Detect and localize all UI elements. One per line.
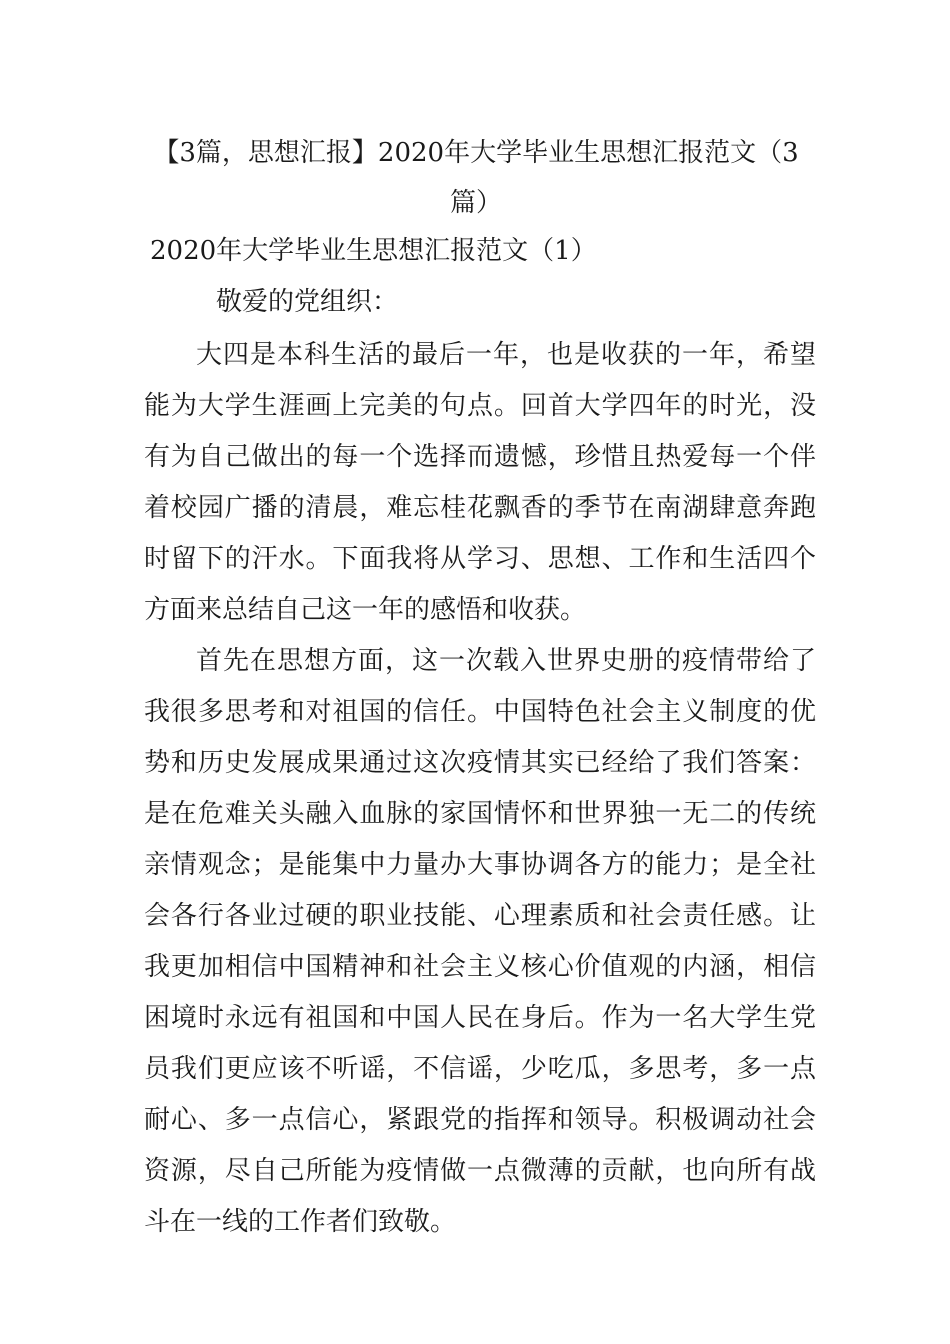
document-title: 【3篇，思想汇报】2020年大学毕业生思想汇报范文（3篇） [153, 138, 799, 218]
document-body [144, 330, 816, 1248]
paragraph: 首先在思想方面，这一次载入世界史册的疫情带给了我很多思考和对祖国的信任。中国特色社会主义制度的优势和历史发展成果通过这次疫情其实已经给了我们答案：是在危难关头融入血脉的家国情怀和世界独一无二的传统亲情观念；是能集中力量办大事协调各方的能力；是全社会各行各业过硬的职业技能、心理素质和社会责任感。让我更加相信中国精神和社会主义核心价值观的内涵，相信困境时永远有祖国和中国人民在身后。作为一名大学生党员我们更应该不听谣，不信谣，少吃瓜，多思考，多一点耐心、多一点信心，紧跟党的指挥和领导。积极调动社会资源，尽自己所能为疫情做一点微薄的贡献，也向所有战斗在一线的工作者们致敬。 [144, 646, 816, 1237]
paragraph: 大四是本科生活的最后一年，也是收获的一年，希望能为大学生涯画上完美的句点。回首大学四年的时光，没有为自己做出的每一个选择而遗憾，珍惜且热爱每一个伴着校园广播的清晨，难忘桂花飘香的季节在南湖肆意奔跑时留下的汗水。下面我将从学习、思想、工作和生活四个方面来总结自己这一年的感悟和收获。 [144, 340, 816, 625]
salutation: 敬爱的党组织： [216, 287, 399, 317]
document-subtitle: 2020年大学毕业生思想汇报范文（1） [150, 236, 597, 266]
